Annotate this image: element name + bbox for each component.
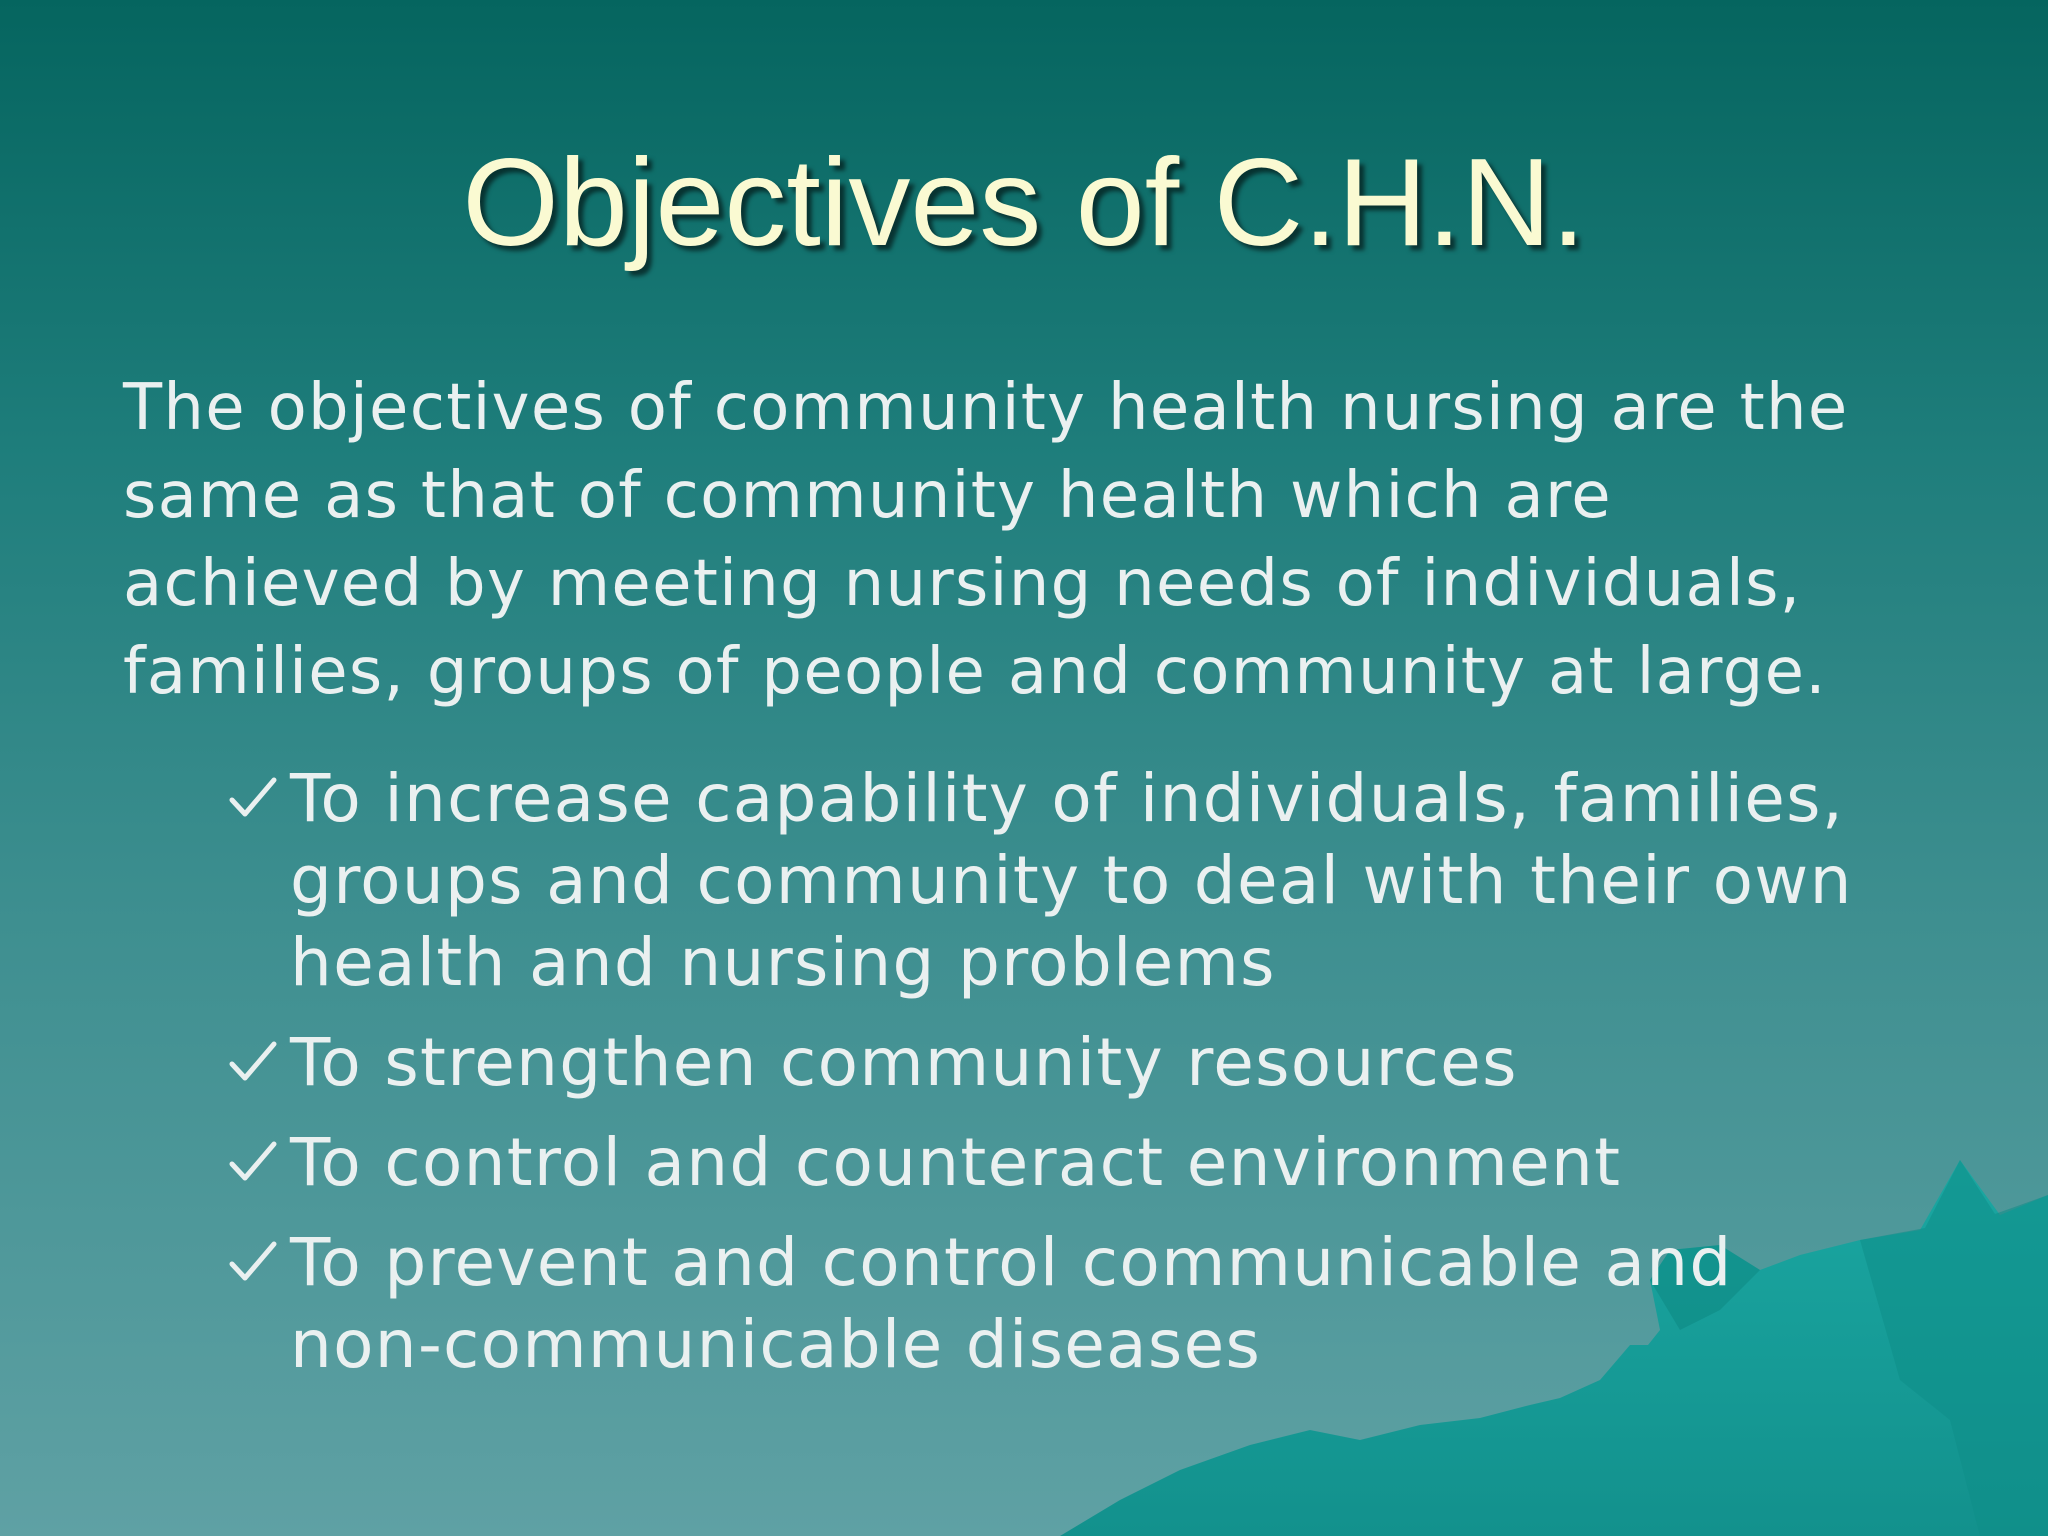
slide-title: Objectives of C.H.N. (462, 134, 1586, 272)
checkmark-icon (228, 1240, 278, 1284)
intro-line: achieved by meeting nursing needs of individuals, (123, 547, 1802, 621)
objective-item (228, 758, 1988, 1004)
objective-line: To strengthen community resources (290, 1024, 1518, 1101)
objective-line: To prevent and control communicable and (290, 1224, 1733, 1301)
objective-line: To control and counteract environment (290, 1124, 1622, 1201)
objective-line: groups and community to deal with their own (290, 842, 1853, 919)
intro-line: The objectives of community health nursing are the (123, 371, 1849, 445)
objective-line: health and nursing problems (290, 924, 1276, 1001)
objective-item (228, 1022, 1988, 1104)
intro-paragraph (123, 364, 2003, 716)
objectives-list (228, 758, 1988, 1404)
checkmark-icon (228, 1140, 278, 1184)
objective-line: To increase capability of individuals, families, (290, 760, 1845, 837)
intro-line: same as that of community health which are (123, 459, 1612, 533)
objective-line: non-communicable diseases (290, 1306, 1262, 1383)
objective-item (228, 1222, 1988, 1386)
objective-item (228, 1122, 1988, 1204)
checkmark-icon (228, 1040, 278, 1084)
intro-line: families, groups of people and community at large. (123, 635, 1827, 709)
checkmark-icon (228, 776, 278, 820)
